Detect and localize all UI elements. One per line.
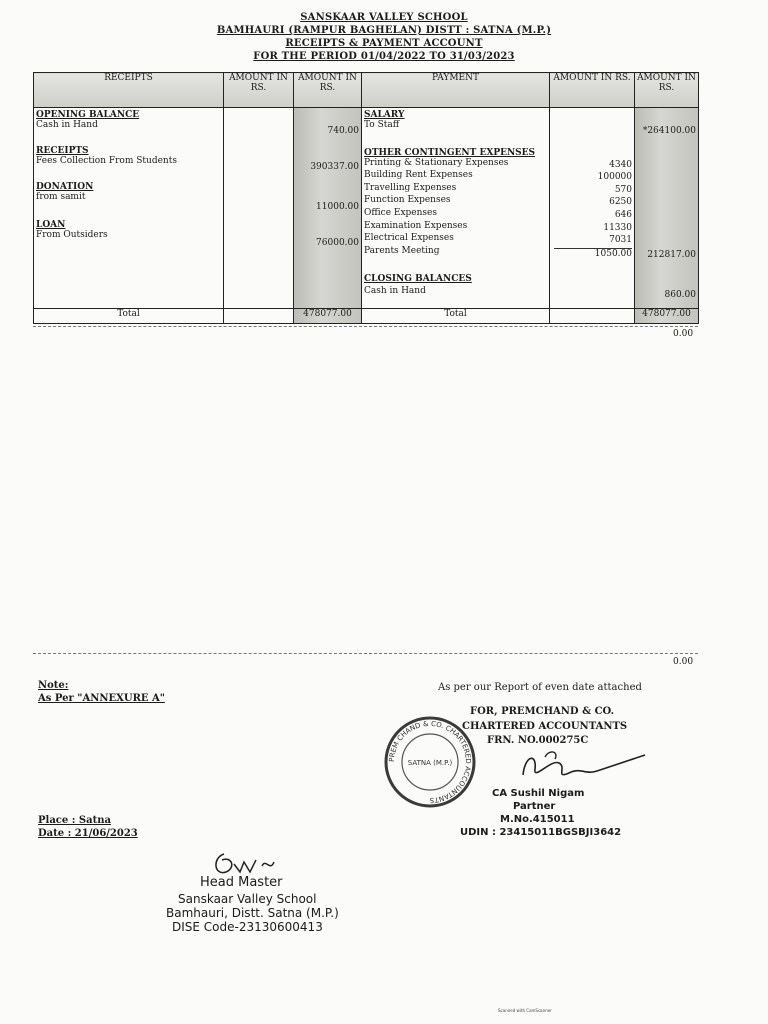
report-statement: As per our Report of even date attached <box>438 682 642 693</box>
payments-total: 478077.00 <box>635 309 699 324</box>
salary-item: To Staff <box>364 120 400 130</box>
other-expenses-total: 212817.00 <box>647 250 696 260</box>
place: Place : Satna <box>38 815 111 826</box>
school-name: SANSKAAR VALLEY SCHOOL <box>300 12 468 23</box>
expense-amount-function: 6250 <box>609 197 632 207</box>
expense-amount-office: 646 <box>614 210 632 220</box>
table-header-row <box>34 73 699 108</box>
expense-label-electrical: Electrical Expenses <box>364 233 454 243</box>
blank-total-cell-2 <box>550 309 635 324</box>
expense-amount-rent: 100000 <box>597 172 632 182</box>
partner-membership: M.No.415011 <box>500 814 575 825</box>
donation-heading: DONATION <box>36 182 94 192</box>
head-master-school: Sanskaar Valley School <box>178 892 317 906</box>
partner-udin: UDIN : 23415011BGSBJI3642 <box>460 827 622 838</box>
dise-code: DISE Code-23130600413 <box>172 920 323 934</box>
closing-balances-heading: CLOSING BALANCES <box>364 274 472 284</box>
note-text: As Per "ANNEXURE A" <box>38 693 165 704</box>
seal-ring-text: PREM CHAND & CO. CHARTERED ACCOUNTANTS <box>387 719 473 805</box>
school-address: BAMHAURI (RAMPUR BAGHELAN) DISTT : SATNA (M.P.) <box>216 25 552 36</box>
divider <box>33 326 698 327</box>
opening-balance-amount: 740.00 <box>327 126 359 136</box>
scanner-footer: Scanned with CamScanner <box>498 1008 552 1013</box>
expense-label-rent: Building Rent Expenses <box>364 170 473 180</box>
expense-amount-electrical: 7031 <box>609 235 632 245</box>
receipts-amount-2-cell <box>294 108 362 309</box>
expense-amount-parents: 1050.00 <box>554 248 632 259</box>
salary-heading: SALARY <box>364 110 405 120</box>
col-amount-3: AMOUNT IN RS. <box>550 73 635 108</box>
closing-balance-amount: 860.00 <box>664 290 696 300</box>
opening-balance-heading: OPENING BALANCE <box>36 110 140 120</box>
expense-label-office: Office Expenses <box>364 208 437 218</box>
date: Date : 21/06/2023 <box>38 828 138 839</box>
other-expenses-heading: OTHER CONTINGENT EXPENSES <box>364 148 536 158</box>
head-master-title: Head Master <box>200 875 283 890</box>
firm-frn: FRN. NO.000275C <box>487 735 589 746</box>
statement-title: RECEIPTS & PAYMENT ACCOUNT <box>285 38 483 49</box>
receipts-total-label: Total <box>34 309 224 324</box>
expense-label-parents: Parents Meeting <box>364 246 440 256</box>
receipts-item: Fees Collection From Students <box>36 156 177 166</box>
blank-total-cell <box>224 309 294 324</box>
col-receipts: RECEIPTS <box>34 73 224 108</box>
table-difference: 0.00 <box>673 329 694 339</box>
col-amount-2: AMOUNT IN RS. <box>294 73 362 108</box>
total-row <box>34 309 699 324</box>
receipts-total: 478077.00 <box>294 309 362 324</box>
salary-amount: *264100.00 <box>642 126 696 136</box>
expense-amount-exam: 11330 <box>603 223 632 233</box>
payments-total-label: Total <box>362 309 550 324</box>
firm-type: CHARTERED ACCOUNTANTS <box>462 721 628 732</box>
fees-amount: 390337.00 <box>310 162 359 172</box>
payment-amount-1-cell <box>550 108 635 309</box>
partner-role: Partner <box>513 801 556 812</box>
expense-label-travel: Travelling Expenses <box>364 183 457 193</box>
loan-amount: 76000.00 <box>316 238 359 248</box>
expense-label-function: Function Expenses <box>364 195 451 205</box>
note-label: Note: <box>38 680 69 691</box>
col-amount-1: AMOUNT IN RS. <box>224 73 294 108</box>
receipts-cell <box>34 108 224 309</box>
expense-label-printing: Printing & Stationary Expenses <box>364 158 509 168</box>
opening-balance-item: Cash in Hand <box>36 120 98 130</box>
expense-label-exam: Examination Expenses <box>364 221 468 231</box>
receipts-payment-table <box>33 72 699 324</box>
closing-balances-item: Cash in Hand <box>364 286 426 296</box>
firm-seal-stamp <box>380 712 480 812</box>
expense-amount-travel: 570 <box>614 185 632 195</box>
loan-heading: LOAN <box>36 220 66 230</box>
statement-period: FOR THE PERIOD 01/04/2022 TO 31/03/2023 <box>253 51 515 62</box>
head-master-address: Bamhauri, Distt. Satna (M.P.) <box>166 906 339 920</box>
payment-cell <box>362 108 550 309</box>
donation-item: from samit <box>36 192 86 202</box>
seal-center-text: SATNA (M.P.) <box>407 759 453 767</box>
expense-amount-printing: 4340 <box>609 160 632 170</box>
lower-divider <box>33 653 698 654</box>
table-body-row <box>34 108 699 309</box>
partner-signature <box>515 745 650 785</box>
donation-amount: 11000.00 <box>316 202 359 212</box>
loan-item: From Outsiders <box>36 230 108 240</box>
col-payment: PAYMENT <box>362 73 550 108</box>
firm-name: FOR, PREMCHAND & CO. <box>470 706 615 717</box>
payment-amount-2-cell <box>635 108 699 309</box>
lower-difference: 0.00 <box>673 657 694 667</box>
partner-name: CA Sushil Nigam <box>492 788 585 799</box>
col-amount-4: AMOUNT IN RS. <box>635 73 699 108</box>
receipts-heading: RECEIPTS <box>36 146 89 156</box>
receipts-amount-1-cell <box>224 108 294 309</box>
